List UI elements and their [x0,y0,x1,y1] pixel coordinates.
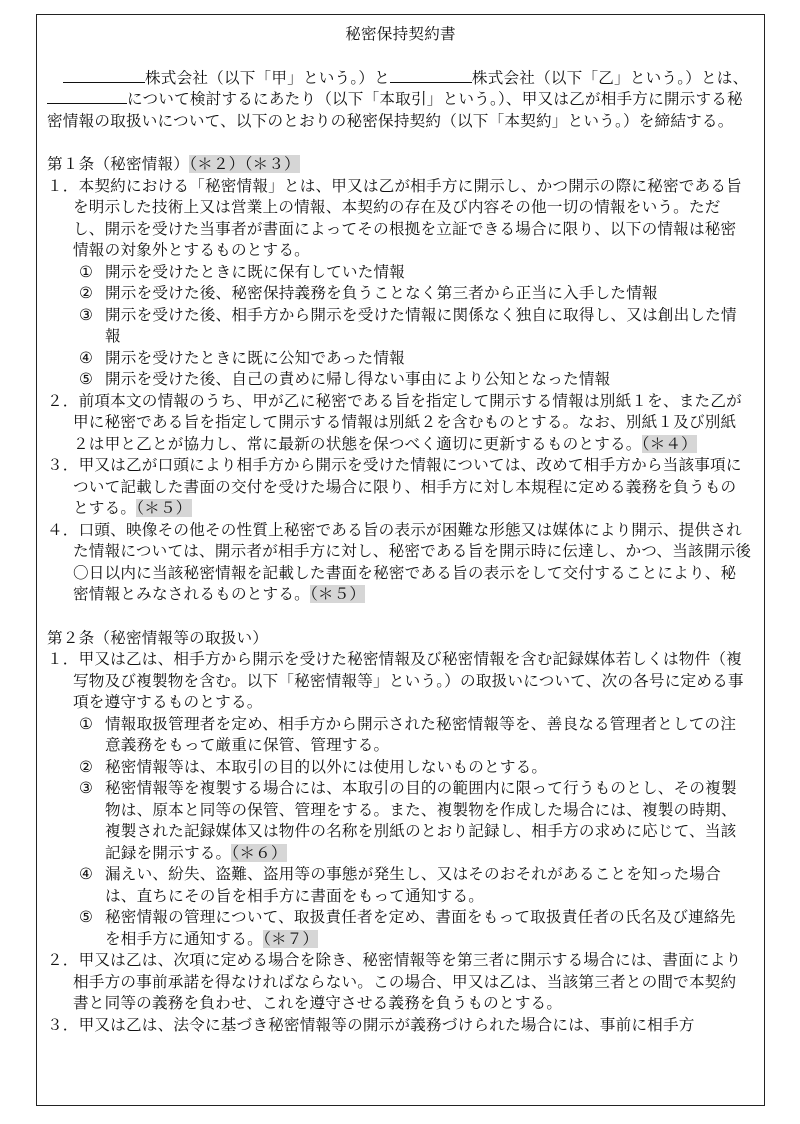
article-1-item-2: ２．前項本文の情報のうち、甲が乙に秘密である旨を指定して開示する情報は別紙１を、また乙が甲に秘密である旨を指定して開示する情報は別紙２を含むものとする。なお、別紙１及び別紙２は甲と乙とが協力し、常に最新の状態を保つべく適切に更新するものとする。（＊４） [47,391,742,453]
article-1-subitem-3: ③ 開示を受けた後、相手方から開示を受けた情報に関係なく独自に取得し、又は創出した情報 [79,305,737,345]
article-2-subitem-3: ③ 秘密情報等を複製する場合には、本取引の目的の範囲内に限って行うものとし、その複製物は、原本と同等の保管、管理をする。また、複製物を作成した場合には、複製の時期、複製された記録媒体又は物件の名称を別紙のとおり記録し、相手方の求めに応じて、当該記録を開示する。（＊６） [79,779,737,862]
article-2-heading: 第２条（秘密情報等の取扱い） [47,628,269,647]
article-1-subitem-5: ⑤ 開示を受けた後、自己の責めに帰し得ない事由により公知となった情報 [79,370,611,388]
article-1-subitem-2: ② 開示を受けた後、秘密保持義務を負うことなく第三者から正当に入手した情報 [79,284,658,302]
article-1-subitem-1: ① 開示を受けたときに既に保有していた情報 [79,262,406,281]
article-1 [37,154,764,606]
annotation-note: （＊５） [136,499,192,517]
annotation-note: （＊７） [262,929,319,948]
annotation-note: （＊４） [641,434,697,453]
transaction-blank[interactable] [47,89,127,104]
article-2-item-3: ３．甲又は乙は、法令に基づき秘密情報等の開示が義務づけられた場合には、事前に相手方 [47,1015,695,1034]
article-2-subitem-2: ② 秘密情報等は、本取引の目的以外には使用しないものとする。 [79,757,548,776]
article-2-subitem-5: ⑤ 秘密情報の管理について、取扱責任者を定め、書面をもって取扱責任者の氏名及び連絡先を相手方に通知する。（＊７） [79,908,736,948]
article-2-item-2: ２．甲又は乙は、次項に定める場合を除き、秘密情報等を第三者に開示する場合には、書面により相手方の事前承諾を得なければならない。この場合、甲又は乙は、当該第三者との間で本契約書と同等の義務を負わせ、これを遵守させる義務を負うものとする。 [47,951,742,1012]
article-1-heading: 第１条（秘密情報）（＊２）（＊３） [47,155,300,173]
company-a-blank[interactable] [63,68,145,83]
article-1-item-3: ３．甲又は乙が口頭により相手方から開示を受けた情報については、改めて相手方から当該事項について記載した書面の交付を受けた場合に限り、相手方に対し本規程に定める義務を負うものとする。（＊５） [47,456,742,517]
article-1-item-1: １．本契約における「秘密情報」とは、甲又は乙が相手方に開示し、かつ開示の際に秘密である旨を明示した技術上又は営業上の情報、本契約の存在及び内容その他一切の情報をいう。ただし、開示を受けた当事者が書面によってその根拠を立証できる場合に限り、以下の情報は秘密情報の対象外とするものとする。 [47,176,742,259]
document-body [37,15,764,1036]
annotation-note: （＊５） [309,585,366,603]
article-2-item-1: １．甲又は乙は、相手方から開示を受けた秘密情報及び秘密情報を含む記録媒体若しくは物件（複写物及び複製物を含む。以下「秘密情報等」という。）の取扱いについて、次の各号に定める事項を遵守するものとする。 [47,650,744,711]
article-2-subitem-1: ① 情報取扱管理者を定め、相手方から開示された秘密情報等を、善良なる管理者としての注意義務をもって厳重に保管、管理する。 [79,714,737,754]
intro-paragraph: 株式会社（以下「甲」という。）と 株式会社（以下「乙」という。）とは、について検討するにあたり（以下「本取引」という。）、甲又は乙が相手方に開示する秘密情報の取扱いについて、以下のとおりの秘密保持契約（以下「本契約」という。）を締結する。 [47,68,749,130]
company-b-blank[interactable] [390,68,472,83]
document-title: 秘密保持契約書 [345,25,456,43]
article-2-subitem-4: ④ 漏えい、紛失、盗難、盗用等の事態が発生し、又はそのおそれがあることを知った場合は、直ちにその旨を相手方に書面をもって通知する。 [79,865,721,905]
annotation-note: （＊６） [231,843,287,862]
article-1-item-4: ４．口頭、映像その他その性質上秘密である旨の表示が困難な形態又は媒体により開示、提供された情報については、開示者が相手方に対し、秘密である旨を開示時に伝達し、かつ、当該開示後〇日以内に当該秘密情報を記載した書面を秘密である旨の表示をして交付することにより、秘密情報とみなされるものとする。（＊５） [47,520,752,603]
document-page [36,14,765,1106]
article-2 [37,628,764,1037]
article-1-subitem-4: ④ 開示を受けたときに既に公知であった情報 [79,348,405,367]
annotation-note: （＊２）（＊３） [189,155,300,173]
